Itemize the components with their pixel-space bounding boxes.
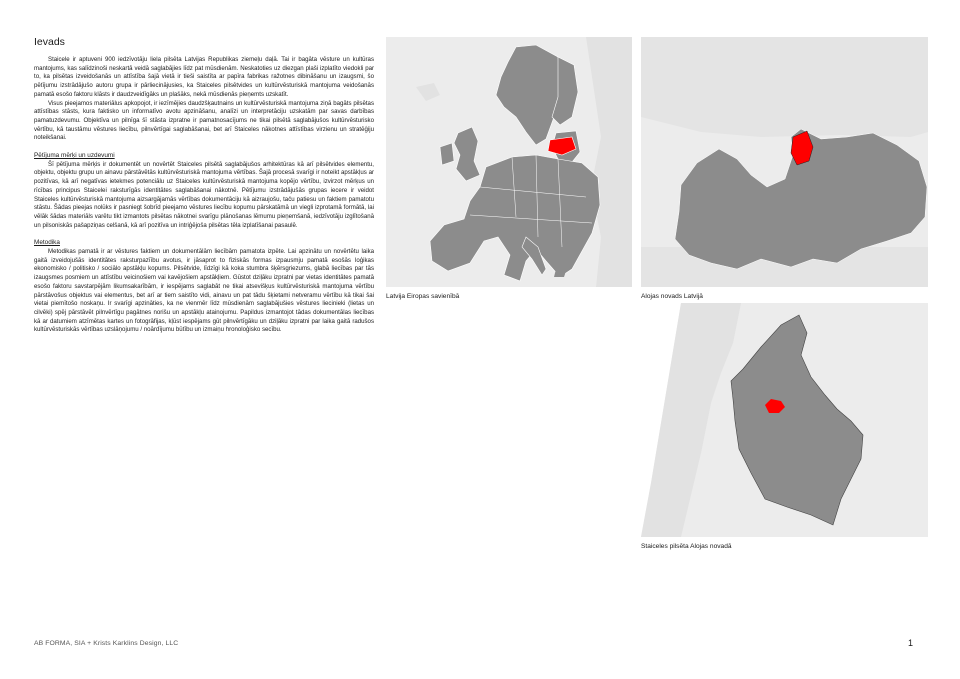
text-column — [34, 56, 374, 335]
map-caption-latvia: Alojas novads Latvijā — [641, 293, 703, 300]
footer-credit: AB FORMA, SIA + Krists Karklins Design, LLC — [34, 640, 179, 647]
aloja-county-map-icon — [641, 303, 928, 537]
section-heading-goals: Pētījuma mērķi un uzdevumi — [34, 152, 115, 160]
intro-paragraph-2: Visus pieejamos materiālus apkopojot, ir iezīmējies daudzšķautnains un kultūrvēsturiskā mantojuma ziņā bagāts pilsētas attīstības stāsts, kura faktisko un informatīvo avotu apzināšanu, analīzi un interpretāciju uzskatām par savas darbības pamatuzdevumu. Objektīva un pilnīga šī stāsta izpratne ir pamatnosacījums ne tikai pilsētā saglabājušos kultūrvēsturisko vērtību, kā taustāmu vēstures liecību, pilnvērtīgai saglabāšanai, bet arī Staiceles nākotnes attīstības virzienu un stratēģiju noteikšanai. — [34, 99, 374, 142]
page-number: 1 — [908, 638, 914, 648]
section-body-goals: Šī pētījuma mērķis ir dokumentēt un novērtēt Staiceles pilsētā saglabājušos arhitektūras kā arī pilsētvides elementu, objektu, objektu grupu un ainavu pārstāvētās kultūrvēsturiskā mantojuma vērtības. Šajā procesā svarīgi ir noteikt apstākļus ar pozitīvas, kā arī negatīvas ietekmes potenciālu uz Staiceles kultūrvēsturiskā mantojuma kopējo vērtību, izvirzot mērķus un rīcības principus Staicelei raksturīgās identitātes saglabāšanai nākotnē. Pētījumu izstrādājušās grupas iecere ir veidot Staiceles kultūrvēsturiskā mantojuma aizsargājamās vērtības dokumentāciju kā aizraujošu, taču patiesu un faktiem pamatotu stāstu. Šādas pieejas nolūks ir pasniegt šobrīd pieejamo vēstures liecību kopumu pārskatāmā un viegli izprotamā formātā, lai vēlāk šādas materiāls varētu tikt izmantots pilsētas nākotnei svarīgu plānošanas lēmumu pieņemšanā, iedzīvotāju izglītošanā un pilsoniskās pašapziņas celšanā, kā arī pozitīva un intriģējoša pilsētas tēla izplatīšanai pasaulē. — [34, 160, 374, 229]
page-title: Ievads — [34, 36, 65, 48]
latvia-map — [641, 37, 928, 287]
section-heading-methodology: Metodika — [34, 239, 60, 247]
europe-map-icon — [386, 37, 632, 287]
europe-map — [386, 37, 632, 287]
section-body-methodology: Metodikas pamatā ir ar vēstures faktiem un dokumentālām liecībām pamatota izpēte. Lai apzinātu un novērtētu laika gaitā izveidojušās identitātes raksturpazīību avotus, ir jāsaprot to fiziskās formas izpausmju pamatā esošās loģikas ekonomisko / politisko / sociālo apstākļu kopums. Pilsētvide, līdzīgi kā koka stumbra šķērsgriezums, glabā liecības par tās izaugsmes posmiem un attīstību veicinošiem vai kavējošiem apstākļiem. Gūstot dziļāku izpratni par vietas identitātes pamatā esošo faktoru savstarpējām likumsakarībām, ir iespējams saglabāt ne tikai atsevišķus kultūrvēsturiskā mantojuma vērtību pārstāvošus objektus vai elementus, bet arī ar tiem saistīto vidi, ainavu un pat tādu šķietami netveramu vērtību kā tikai šai vietai piemītošo noskaņu. Ir svarīgi apzināties, ka ne vienmēr līdz mūsdienām saglabājušies vēstures liecinieki (lietas un cilvēki) spēj pārstāvēt pilnvērtīgu pagātnes norišu un apstākļu atainojumu. Papildus izmantojot tādas dokumentālas liecības kā ar datumiem atzīmētas kartes un fotogrāfijas, kļūst iespējams gūt pilnvērtīgāku un dziļāku izpratni par laika gaitā radušos kultūrvēsturiskās vērtības uzslāņojumu / noārdījumu būtību un izmaiņu hronoloģisko secību. — [34, 248, 374, 334]
map-caption-aloja: Staiceles pilsēta Alojas novadā — [641, 543, 732, 550]
latvia-map-icon — [641, 37, 928, 287]
map-caption-europe: Latvija Eiropas savienībā — [386, 293, 460, 300]
aloja-county-map — [641, 303, 928, 537]
intro-paragraph-1: Staicele ir aptuveni 900 iedzīvotāju liela pilsēta Latvijas Republikas ziemeļu daļā. Tai ir bagāta vēsture un kultūras mantojums, kas salīdzinoši neskartā veidā saglabājies līdz pat mūsdienām. Neskatoties uz diezgan plaši izplatīto viedokli par to, ka pilsētas izveidošanās un attīstība šajā vietā ir tieši saistīta ar papīra fabrikas ražotnes dibināšanu un izaugsmi, šo pētījumu izstrādājušo autoru grupa ir pārliecinājusies, ka Staiceles pilsētvides un kultūrvēsturiskā mantojuma veidošanās pamatā esošo faktoru klāsts ir daudzveidīgāks un plašāks, nekā mūsdienās pieņemts uzskatīt. — [34, 56, 374, 98]
